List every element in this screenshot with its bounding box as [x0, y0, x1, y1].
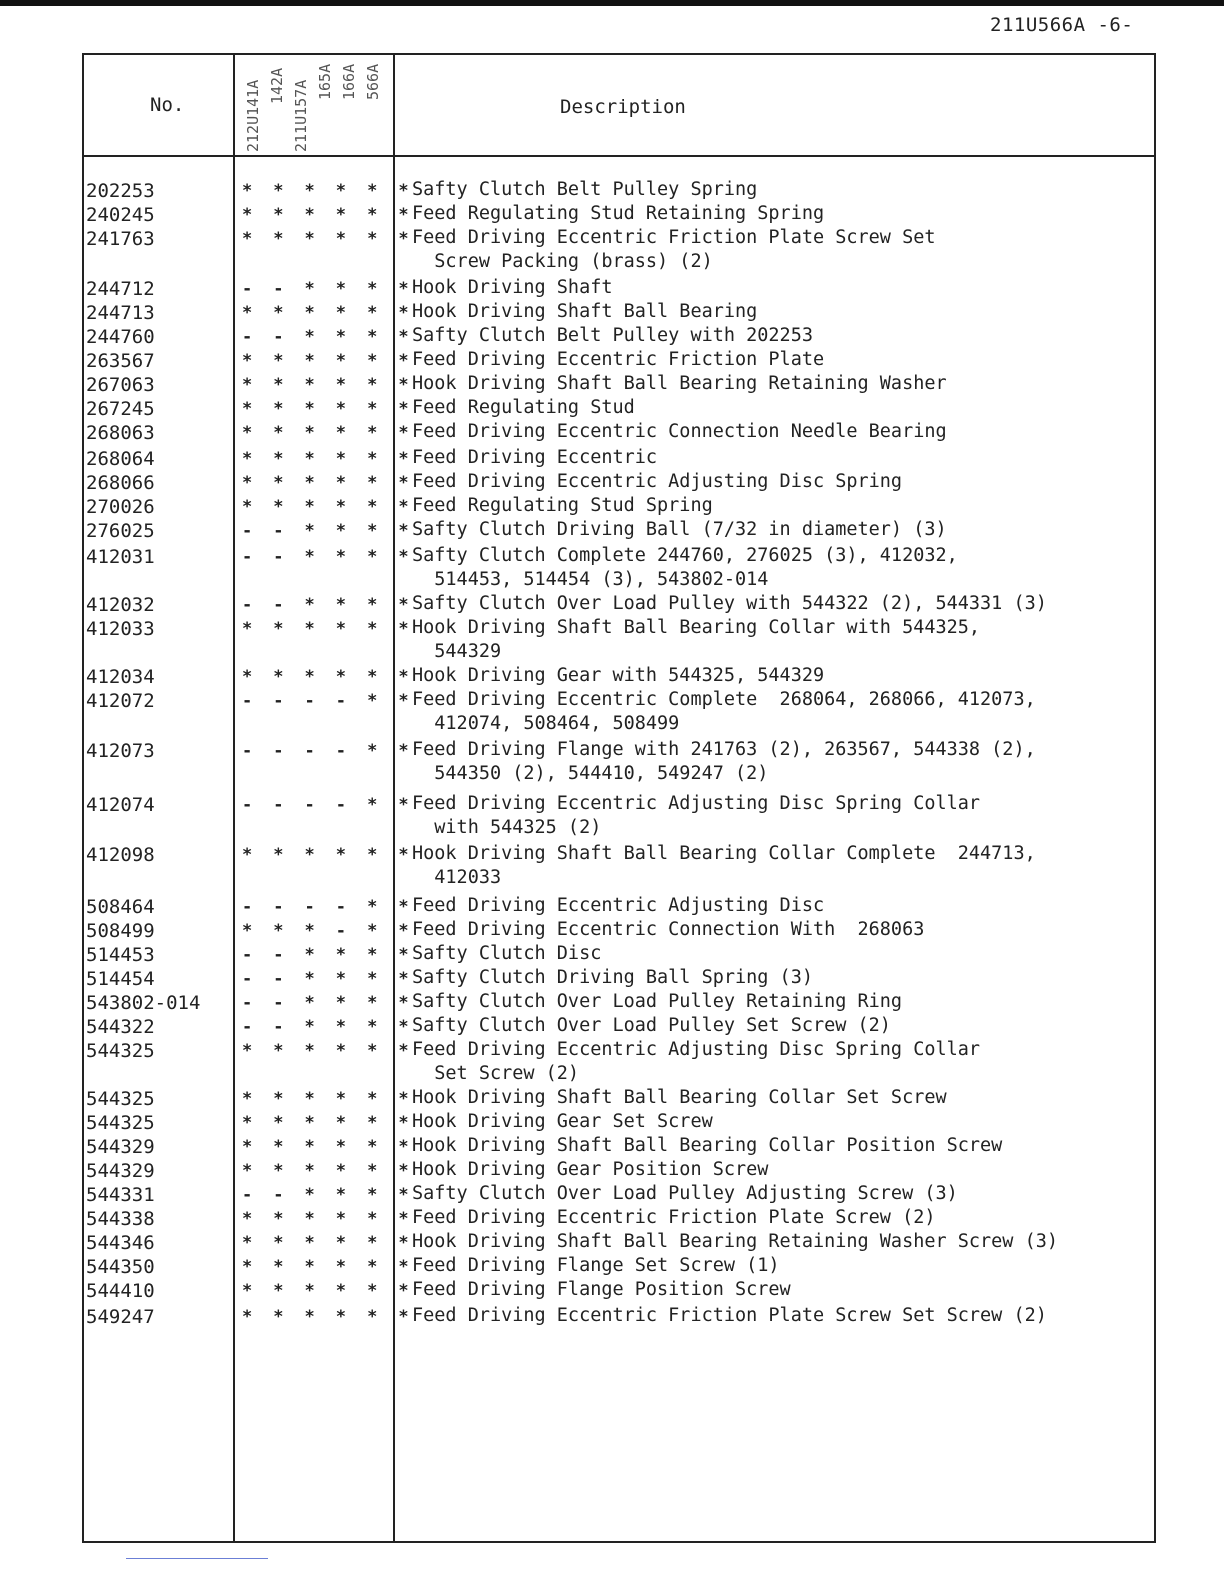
part-number: 268066 — [86, 472, 155, 494]
model-applicability: * * * * * * — [242, 1113, 414, 1133]
column-divider-1 — [233, 53, 235, 1543]
header-divider — [82, 155, 1154, 157]
part-description: Hook Driving Shaft Ball Bearing Retaining Washer — [412, 373, 947, 394]
model-applicability: - - * * * * — [242, 279, 414, 299]
part-description: Hook Driving Shaft Ball Bearing Collar Set Screw — [412, 1087, 947, 1108]
model-applicability: - - * * * * — [242, 945, 414, 965]
model-applicability: - - - - * * — [242, 897, 414, 917]
model-applicability: - - * * * * — [242, 327, 414, 347]
part-number: 544338 — [86, 1208, 155, 1230]
part-description: Feed Driving Eccentric Adjusting Disc — [412, 895, 825, 916]
model-applicability: - - * * * * — [242, 1017, 414, 1037]
part-number: 276025 — [86, 520, 155, 542]
part-description: Hook Driving Shaft — [412, 277, 613, 298]
page-reference: 211U566A -6- — [990, 14, 1134, 36]
header-model-2: 142A — [268, 67, 286, 104]
model-applicability: - - * * * * — [242, 595, 414, 615]
part-description: Hook Driving Gear with 544325, 544329 — [412, 665, 825, 686]
model-applicability: * * * * * * — [242, 473, 414, 493]
part-number: 267063 — [86, 374, 155, 396]
part-description: Safty Clutch Belt Pulley with 202253 — [412, 325, 813, 346]
model-applicability: * * * * * * — [242, 399, 414, 419]
model-applicability: - - - - * * — [242, 691, 414, 711]
model-applicability: - - * * * * — [242, 521, 414, 541]
model-applicability: * * * * * * — [242, 351, 414, 371]
part-number: 544410 — [86, 1280, 155, 1302]
model-applicability: * * * * * * — [242, 619, 414, 639]
model-applicability: * * * * * * — [242, 667, 414, 687]
part-number: 202253 — [86, 180, 155, 202]
header-model-6: 566A — [364, 63, 382, 100]
part-number: 412073 — [86, 740, 155, 762]
model-applicability: * * * * * * — [242, 229, 414, 249]
part-number: 244713 — [86, 302, 155, 324]
part-number: 544322 — [86, 1016, 155, 1038]
part-number: 544325 — [86, 1040, 155, 1062]
model-applicability: - - * * * * — [242, 1185, 414, 1205]
model-applicability: * * * * * * — [242, 1161, 414, 1181]
model-applicability: * * * * * * — [242, 1281, 414, 1301]
part-number: 514453 — [86, 944, 155, 966]
model-applicability: * * * * * * — [242, 497, 414, 517]
part-number: 412032 — [86, 594, 155, 616]
part-description: Safty Clutch Complete 244760, 276025 (3), 412032, 514453, 514454 (3), 543802-014 — [412, 545, 958, 590]
part-number: 412034 — [86, 666, 155, 688]
model-applicability: * * * * * * — [242, 1209, 414, 1229]
part-description: Feed Regulating Stud Retaining Spring — [412, 203, 825, 224]
top-rule — [0, 0, 1224, 6]
part-number: 240245 — [86, 204, 155, 226]
bottom-rule — [82, 1541, 1154, 1543]
part-number: 270026 — [86, 496, 155, 518]
header-model-4: 165A — [316, 63, 334, 100]
header-description: Description — [560, 96, 686, 118]
part-description: Feed Driving Eccentric — [412, 447, 658, 468]
part-description: Safty Clutch Over Load Pulley with 544322 (2), 544331 (3) — [412, 593, 1047, 614]
model-applicability: * * * * * * — [242, 845, 414, 865]
part-description: Feed Driving Eccentric Connection With 268063 — [412, 919, 925, 940]
part-description: Feed Driving Flange Set Screw (1) — [412, 1255, 780, 1276]
model-applicability: * * * * * * — [242, 1233, 414, 1253]
header-no: No. — [150, 94, 185, 116]
part-description: Feed Driving Eccentric Connection Needle Bearing — [412, 421, 947, 442]
part-description: Safty Clutch Driving Ball Spring (3) — [412, 967, 813, 988]
part-description: Safty Clutch Over Load Pulley Retaining Ring — [412, 991, 903, 1012]
part-description: Feed Driving Eccentric Friction Plate Screw Set Screw (2) — [412, 1305, 1047, 1326]
model-applicability: - - - - * * — [242, 741, 414, 761]
footer-mark — [126, 1558, 268, 1559]
part-description: Feed Driving Flange Position Screw — [412, 1279, 791, 1300]
header-model-5: 166A — [340, 63, 358, 100]
model-applicability: * * * * * * — [242, 1137, 414, 1157]
part-number: 544350 — [86, 1256, 155, 1278]
part-number: 263567 — [86, 350, 155, 372]
model-applicability: * * * - * * — [242, 921, 414, 941]
part-description: Hook Driving Shaft Ball Bearing Retaining Washer Screw (3) — [412, 1231, 1059, 1252]
part-number: 412072 — [86, 690, 155, 712]
part-description: Safty Clutch Driving Ball (7/32 in diameter) (3) — [412, 519, 947, 540]
part-description: Safty Clutch Over Load Pulley Adjusting Screw (3) — [412, 1183, 958, 1204]
part-description: Feed Regulating Stud — [412, 397, 635, 418]
part-description: Safty Clutch Over Load Pulley Set Screw (2) — [412, 1015, 891, 1036]
part-description: Safty Clutch Belt Pulley Spring — [412, 179, 758, 200]
part-description: Hook Driving Shaft Ball Bearing — [412, 301, 758, 322]
part-description: Feed Driving Eccentric Friction Plate Screw Set Screw Packing (brass) (2) — [412, 227, 936, 272]
model-applicability: - - * * * * — [242, 993, 414, 1013]
model-applicability: * * * * * * — [242, 1307, 414, 1327]
model-applicability: * * * * * * — [242, 303, 414, 323]
part-description: Safty Clutch Disc — [412, 943, 602, 964]
model-applicability: * * * * * * — [242, 375, 414, 395]
part-description: Hook Driving Shaft Ball Bearing Collar Complete 244713, 412033 — [412, 843, 1036, 888]
part-description: Hook Driving Shaft Ball Bearing Collar Position Screw — [412, 1135, 1003, 1156]
part-number: 412074 — [86, 794, 155, 816]
part-description: Hook Driving Gear Set Screw — [412, 1111, 713, 1132]
part-number: 244760 — [86, 326, 155, 348]
model-applicability: * * * * * * — [242, 1041, 414, 1061]
part-number: 268063 — [86, 422, 155, 444]
model-applicability: - - * * * * — [242, 969, 414, 989]
header-model-1: 212U141A — [244, 79, 262, 152]
part-number: 514454 — [86, 968, 155, 990]
part-description: Feed Driving Eccentric Complete 268064, 268066, 412073, 412074, 508464, 508499 — [412, 689, 1036, 734]
part-number: 543802-014 — [86, 992, 201, 1014]
model-applicability: * * * * * * — [242, 181, 414, 201]
part-description: Feed Driving Flange with 241763 (2), 263567, 544338 (2), 544350 (2), 544410, 549247 (2) — [412, 739, 1036, 784]
part-number: 412098 — [86, 844, 155, 866]
model-applicability: * * * * * * — [242, 205, 414, 225]
part-number: 549247 — [86, 1306, 155, 1328]
part-description: Feed Driving Eccentric Friction Plate — [412, 349, 825, 370]
part-number: 412031 — [86, 546, 155, 568]
model-applicability: * * * * * * — [242, 449, 414, 469]
part-number: 544325 — [86, 1112, 155, 1134]
model-applicability: * * * * * * — [242, 1257, 414, 1277]
part-description: Hook Driving Gear Position Screw — [412, 1159, 769, 1180]
part-number: 544346 — [86, 1232, 155, 1254]
model-applicability: - - * * * * — [242, 547, 414, 567]
part-number: 244712 — [86, 278, 155, 300]
part-description: Feed Driving Eccentric Friction Plate Screw (2) — [412, 1207, 936, 1228]
part-number: 268064 — [86, 448, 155, 470]
part-description: Feed Regulating Stud Spring — [412, 495, 713, 516]
part-number: 544329 — [86, 1160, 155, 1182]
part-number: 544331 — [86, 1184, 155, 1206]
part-number: 241763 — [86, 228, 155, 250]
part-description: Feed Driving Eccentric Adjusting Disc Spring — [412, 471, 903, 492]
part-number: 544329 — [86, 1136, 155, 1158]
part-number: 412033 — [86, 618, 155, 640]
part-number: 267245 — [86, 398, 155, 420]
model-applicability: * * * * * * — [242, 1089, 414, 1109]
header-model-3: 211U157A — [292, 79, 310, 152]
part-description: Hook Driving Shaft Ball Bearing Collar with 544325, 544329 — [412, 617, 981, 662]
part-number: 508499 — [86, 920, 155, 942]
part-number: 508464 — [86, 896, 155, 918]
model-applicability: * * * * * * — [242, 423, 414, 443]
part-number: 544325 — [86, 1088, 155, 1110]
part-description: Feed Driving Eccentric Adjusting Disc Spring Collar with 544325 (2) — [412, 793, 981, 838]
model-applicability: - - - - * * — [242, 795, 414, 815]
part-description: Feed Driving Eccentric Adjusting Disc Spring Collar Set Screw (2) — [412, 1039, 981, 1084]
